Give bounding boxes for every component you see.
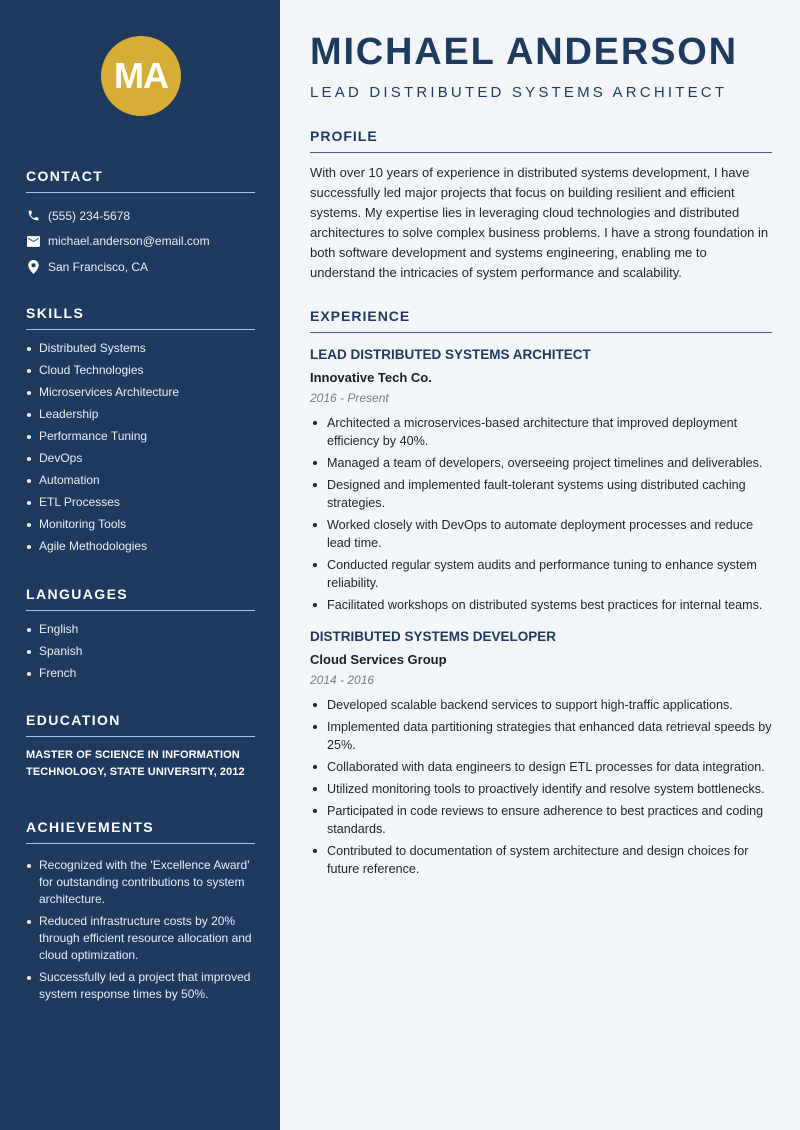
profile-section bbox=[310, 128, 772, 283]
skill-item: Cloud Technologies bbox=[26, 362, 255, 379]
profile-summary: With over 10 years of experience in distributed systems development, I have successfully led major projects that focus on building resilient and efficient systems. My expertise lies in leveraging cloud technologies and distributed architectures to solve complex business problems. I have a strong foundation in both software development and systems engineering, enabling me to understand the intricacies of system performance and scalability. bbox=[310, 165, 769, 280]
job-bullets bbox=[310, 414, 772, 614]
avatar bbox=[101, 36, 181, 116]
job-company: Cloud Services Group bbox=[310, 652, 447, 667]
achievements-list bbox=[26, 857, 255, 1003]
contact-email bbox=[26, 229, 255, 255]
skill-item: DevOps bbox=[26, 450, 255, 467]
contact-section bbox=[26, 168, 255, 280]
job-bullet: Facilitated workshops on distributed systems best practices for internal teams. bbox=[310, 596, 772, 614]
section-title-profile: PROFILE bbox=[310, 128, 772, 153]
job-company: Innovative Tech Co. bbox=[310, 370, 432, 385]
location-text: San Francisco, CA bbox=[48, 259, 149, 274]
phone-icon bbox=[26, 209, 40, 223]
email-address[interactable]: michael.anderson@email.com bbox=[48, 234, 210, 249]
skill-item: Distributed Systems bbox=[26, 340, 255, 357]
job-title: LEAD DISTRIBUTED SYSTEMS ARCHITECT bbox=[310, 347, 591, 362]
section-title-languages: LANGUAGES bbox=[26, 586, 255, 611]
job-bullet: Worked closely with DevOps to automate deployment processes and reduce lead time. bbox=[310, 516, 772, 552]
achievement-item: Reduced infrastructure costs by 20% through efficient resource allocation and cloud optimization. bbox=[26, 913, 255, 964]
language-item: Spanish bbox=[26, 643, 255, 660]
candidate-role: LEAD DISTRIBUTED SYSTEMS ARCHITECT bbox=[310, 84, 728, 101]
section-title-skills: SKILLS bbox=[26, 305, 255, 330]
job-bullet: Collaborated with data engineers to design ETL processes for data integration. bbox=[310, 758, 772, 776]
achievement-item: Successfully led a project that improved system response times by 50%. bbox=[26, 969, 255, 1003]
section-title-education: EDUCATION bbox=[26, 712, 255, 737]
job-entry bbox=[310, 628, 772, 878]
job-bullets bbox=[310, 696, 772, 878]
job-bullet: Participated in code reviews to ensure adherence to best practices and coding standards. bbox=[310, 802, 772, 838]
languages-section bbox=[26, 586, 255, 687]
job-dates: 2016 - Present bbox=[310, 391, 389, 405]
job-bullet: Implemented data partitioning strategies that enhanced data retrieval speeds by 25%. bbox=[310, 718, 772, 754]
skill-item: Agile Methodologies bbox=[26, 538, 255, 555]
job-bullet: Developed scalable backend services to support high-traffic applications. bbox=[310, 696, 772, 714]
education-degree: MASTER OF SCIENCE IN INFORMATION TECHNOLOGY, STATE UNIVERSITY, 2012 bbox=[26, 749, 245, 778]
job-bullet: Architected a microservices-based architecture that improved deployment efficiency by 40%. bbox=[310, 414, 772, 450]
skills-section bbox=[26, 305, 255, 560]
section-title-contact: CONTACT bbox=[26, 168, 255, 193]
email-icon bbox=[26, 234, 40, 248]
job-bullet: Utilized monitoring tools to proactively identify and resolve system bottlenecks. bbox=[310, 780, 772, 798]
education-section bbox=[26, 712, 255, 781]
skill-item: Performance Tuning bbox=[26, 428, 255, 445]
location-pin-icon bbox=[26, 260, 40, 274]
language-item: English bbox=[26, 621, 255, 638]
skill-item: Microservices Architecture bbox=[26, 384, 255, 401]
skills-list bbox=[26, 340, 255, 555]
skill-item: Leadership bbox=[26, 406, 255, 423]
job-entry bbox=[310, 346, 772, 614]
sidebar bbox=[0, 0, 280, 1130]
phone-number[interactable]: (555) 234-5678 bbox=[48, 208, 131, 223]
contact-location bbox=[26, 254, 255, 280]
job-bullet: Conducted regular system audits and performance tuning to enhance system reliability. bbox=[310, 556, 772, 592]
skill-item: ETL Processes bbox=[26, 494, 255, 511]
achievement-item: Recognized with the 'Excellence Award' for outstanding contributions to system architecture. bbox=[26, 857, 255, 908]
candidate-name: MICHAEL ANDERSON bbox=[310, 31, 738, 73]
section-title-achievements: ACHIEVEMENTS bbox=[26, 819, 255, 844]
job-title: DISTRIBUTED SYSTEMS DEVELOPER bbox=[310, 629, 557, 644]
job-bullet: Contributed to documentation of system architecture and design choices for future reference. bbox=[310, 842, 772, 878]
language-item: French bbox=[26, 665, 255, 682]
achievements-section bbox=[26, 819, 255, 1008]
skill-item: Monitoring Tools bbox=[26, 516, 255, 533]
job-bullet: Managed a team of developers, overseeing project timelines and deliverables. bbox=[310, 454, 772, 472]
languages-list bbox=[26, 621, 255, 682]
job-bullet: Designed and implemented fault-tolerant systems using distributed caching strategies. bbox=[310, 476, 772, 512]
experience-section bbox=[310, 308, 772, 892]
avatar-initials: MA bbox=[114, 55, 168, 96]
job-dates: 2014 - 2016 bbox=[310, 673, 375, 687]
section-title-experience: EXPERIENCE bbox=[310, 308, 772, 333]
contact-phone bbox=[26, 203, 255, 229]
skill-item: Automation bbox=[26, 472, 255, 489]
